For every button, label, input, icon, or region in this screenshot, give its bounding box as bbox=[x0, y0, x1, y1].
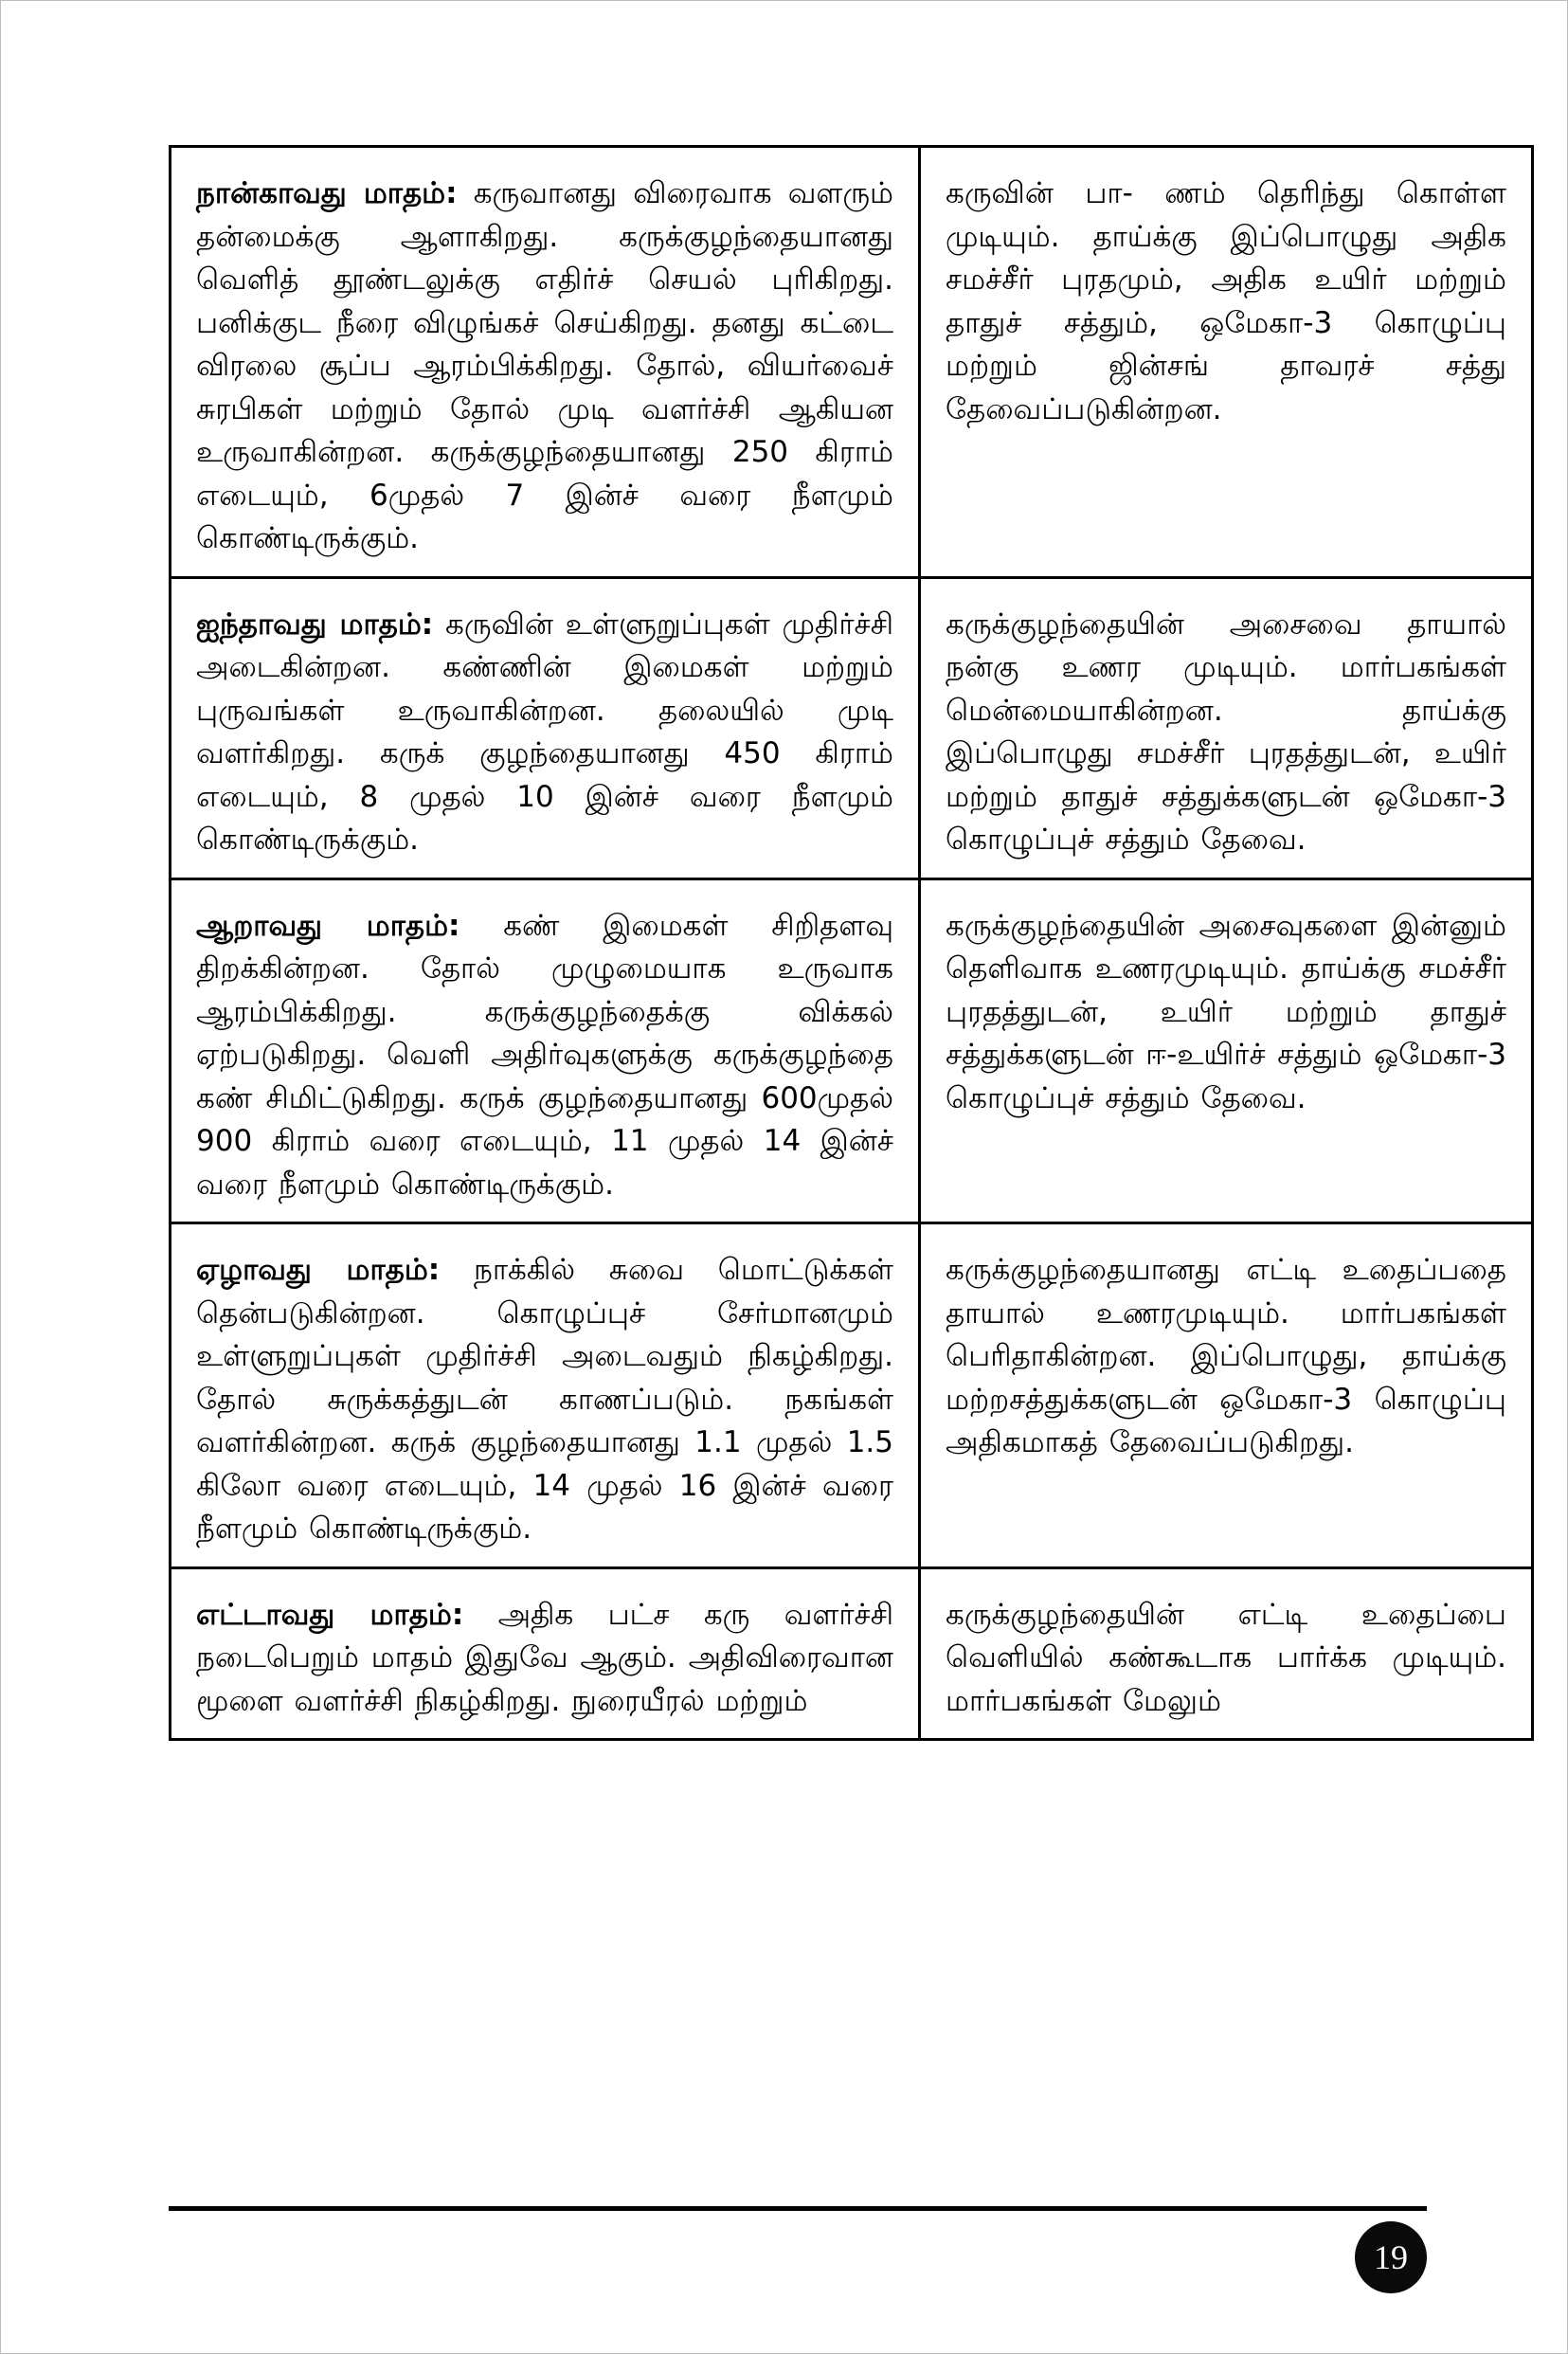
mother-needs-cell bbox=[920, 1567, 1533, 1740]
fetal-development-cell bbox=[171, 147, 920, 578]
month-title: ஏழாவது மாதம்: bbox=[196, 1253, 441, 1287]
mother-needs-cell bbox=[920, 878, 1533, 1223]
mother-needs-cell bbox=[920, 1223, 1533, 1568]
mother-needs-text: கருக்குழந்தையின் அசைவுகளை இன்னும் தெளிவாக உணரமுடியும். தாய்க்கு சமச்சீர் புரதத்துடன், உயிர் மற்றும் தாதுச் சத்துக்களுடன் ஈ-உயிர்ச் சத்தும் ஒமேகா-3 கொழுப்புச் சத்தும் தேவை. bbox=[946, 908, 1506, 1115]
fetal-development-text: அதிக பட்ச கரு வளர்ச்சி நடைபெறும் மாதம் இதுவே ஆகும். அதிவிரைவான மூளை வளர்ச்சி நிகழ்கிறது. நுரையீரல் மற்றும் bbox=[196, 1597, 894, 1718]
month-title: எட்டாவது மாதம்: bbox=[196, 1597, 464, 1632]
fetal-development-cell bbox=[171, 1223, 920, 1568]
table-row bbox=[171, 147, 1533, 578]
fetal-development-text: கருவின் உள்ளுறுப்புகள் முதிர்ச்சி அடைகின்றன. கண்ணின் இமைகள் மற்றும் புருவங்கள் உருவாகின்றன. தலையில் முடி வளர்கிறது. கருக் குழந்தையானது 450 கிராம் எடையும், 8 முதல் 10 இன்ச் வரை நீளமும் கொண்டிருக்கும். bbox=[196, 607, 893, 857]
fetal-development-text: கண் இமைகள் சிறிதளவு திறக்கின்றன. தோல் முழுமையாக உருவாக ஆரம்பிக்கிறது. கருக்குழந்தைக்கு விக்கல் ஏற்படுகிறது. வெளி அதிர்வுகளுக்கு கருக்குழந்தை கண் சிமிட்டுகிறது. கருக் குழந்தையானது 600முதல் 900 கிராம் வரை எடையும், 11 முதல் 14 இன்ச் வரை நீளமும் கொண்டிருக்கும். bbox=[196, 908, 893, 1202]
fetal-development-cell bbox=[171, 577, 920, 878]
fetal-development-text: நாக்கில் சுவை மொட்டுக்கள் தென்படுகின்றன. கொழுப்புச் சேர்மானமும் உள்ளுறுப்புகள் முதிர்ச்சி அடைவதும் நிகழ்கிறது. தோல் சுருக்கத்துடன் காணப்படும். நகங்கள் வளர்கின்றன. கருக் குழந்தையானது 1.1 முதல் 1.5 கிலோ வரை எடையும், 14 முதல் 16 இன்ச் வரை நீளமும் கொண்டிருக்கும். bbox=[196, 1253, 893, 1546]
fetal-development-cell bbox=[171, 878, 920, 1223]
footer-divider bbox=[169, 2206, 1427, 2211]
mother-needs-text: கருக்குழந்தையானது எட்டி உதைப்பதை தாயால் உணரமுடியும். மார்பகங்கள் பெரிதாகின்றன. இப்பொழுது, தாய்க்கு மற்றசத்துக்களுடன் ஒமேகா-3 கொழுப்பு அதிகமாகத் தேவைப்படுகிறது. bbox=[946, 1253, 1506, 1459]
table-row bbox=[171, 577, 1533, 878]
mother-needs-text: கருவின் பா- ணம் தெரிந்து கொள்ள முடியும். தாய்க்கு இப்பொழுது அதிக சமச்சீர் புரதமும், அதிக உயிர் மற்றும் தாதுச் சத்தும், ஒமேகா-3 கொழுப்பு மற்றும் ஜின்சங் தாவரச் சத்து தேவைப்படுகின்றன. bbox=[946, 176, 1506, 426]
mother-needs-cell bbox=[920, 147, 1533, 578]
mother-needs-text: கருக்குழந்தையின் அசைவை தாயால் நன்கு உணர முடியும். மார்பகங்கள் மென்மையாகின்றன. தாய்க்கு இப்பொழுது சமச்சீர் புரதத்துடன், உயிர் மற்றும் தாதுச் சத்துக்களுடன் ஒமேகா-3 கொழுப்புச் சத்தும் தேவை. bbox=[946, 607, 1506, 857]
table-row bbox=[171, 1223, 1533, 1568]
mother-needs-cell bbox=[920, 577, 1533, 878]
fetal-development-text: கருவானது விரைவாக வளரும் தன்மைக்கு ஆளாகிறது. கருக்குழந்தையானது வெளித் தூண்டலுக்கு எதிர்ச் செயல் புரிகிறது. பனிக்குட நீரை விழுங்கச் செய்கிறது. தனது கட்டை விரலை சூப்ப ஆரம்பிக்கிறது. தோல், வியர்வைச் சுரபிகள் மற்றும் தோல் முடி வளர்ச்சி ஆகியன உருவாகின்றன. கருக்குழந்தையானது 250 கிராம் எடையும், 6முதல் 7 இன்ச் வரை நீளமும் கொண்டிருக்கும். bbox=[196, 176, 894, 555]
month-title: ஆறாவது மாதம்: bbox=[196, 908, 460, 943]
fetal-development-cell bbox=[171, 1567, 920, 1740]
page-number-badge: 19 bbox=[1355, 2221, 1427, 2293]
month-title: நான்காவது மாதம்: bbox=[196, 176, 458, 210]
table-row bbox=[171, 1567, 1533, 1740]
table-row bbox=[171, 878, 1533, 1223]
pregnancy-month-table bbox=[169, 145, 1534, 1741]
month-title: ஐந்தாவது மாதம்: bbox=[196, 607, 434, 642]
mother-needs-text: கருக்குழந்தையின் எட்டி உதைப்பை வெளியில் கண்கூடாக பார்க்க முடியும். மார்பகங்கள் மேலும் bbox=[946, 1597, 1506, 1718]
